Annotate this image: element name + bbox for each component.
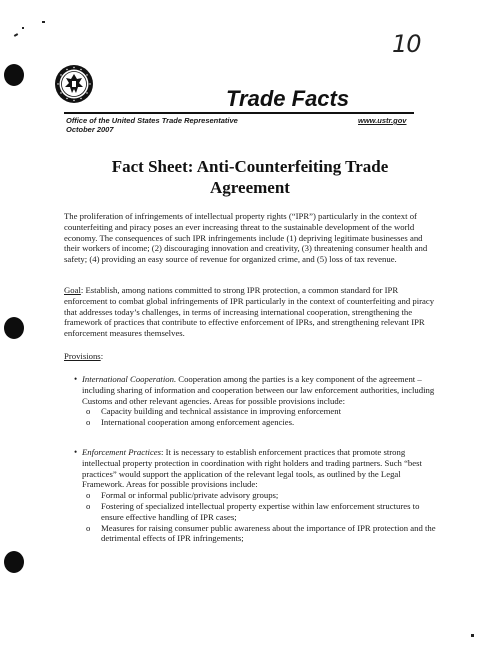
office-line: Office of the United States Trade Representative	[66, 116, 238, 125]
provisions-heading	[64, 351, 436, 362]
bullet-marker: •	[74, 374, 78, 384]
goal-text: : Establish, among nations committed to strong IPR protection, a common standard for IPR enforcement to combat global infringements of IPR particularly in the context of counterfeiting and piracy that addresses today’s challenges, in terms of increasing international cooperation, strengthening the framework of practices that contribute to effective enforcement of IPRs, and strengthening relevant IPR enforcement measures themselves.	[64, 285, 435, 339]
office-name	[66, 116, 238, 134]
scan-speck	[22, 27, 24, 29]
bullet-heading: Enforcement Practices	[82, 447, 162, 457]
goal-paragraph	[64, 285, 436, 339]
list-item	[82, 417, 436, 428]
title-line-1: Fact Sheet: Anti-Counterfeiting Trade	[111, 157, 389, 176]
bullet-paragraph	[82, 374, 436, 406]
bullet-heading: International Cooperation.	[82, 374, 177, 384]
list-item	[82, 406, 436, 417]
provisions-colon: :	[100, 351, 104, 361]
bullet-paragraph	[82, 447, 436, 490]
sub-list	[82, 490, 436, 544]
sub-list	[82, 406, 436, 428]
punch-hole-middle	[4, 317, 24, 339]
sub-marker: o	[86, 522, 91, 533]
bullet-text: : It is necessary to establish enforcement practices that promote strong intellectual property protection in coordination with right holders and trading partners. Such “best practices” would support the application of the relevant legal tools, as outlined by the Legal Framework. Areas for possible provisions include:	[82, 447, 422, 490]
bullet-marker: •	[74, 447, 78, 457]
sub-marker: o	[86, 500, 91, 511]
bullet-enforcement-practices	[74, 447, 436, 544]
date-line: October 2007	[66, 125, 114, 134]
scan-speck	[42, 21, 45, 23]
bullet-text: Cooperation among the parties is a key component of the agreement – including sharing of information and cooperation between our law enforcement authorities, including Customs and other relevant agencies. Areas for possible provisions include:	[82, 374, 435, 406]
sub-item-text: Measures for raising consumer public awareness about the importance of IPR protection and the detrimental effects of IPR infringements;	[101, 522, 436, 544]
list-item	[82, 501, 436, 523]
bullet-international-cooperation	[74, 374, 436, 428]
provisions-label: Provisions	[64, 351, 101, 361]
sub-item-text: Fostering of specialized intellectual property expertise within law enforcement structures to ensure effective handling of IPR cases;	[101, 500, 420, 522]
punch-hole-bottom	[4, 551, 24, 573]
trade-facts-banner: Trade Facts	[226, 86, 350, 111]
handwritten-page-number: 10	[392, 30, 421, 58]
list-item	[82, 523, 436, 545]
sub-marker: o	[86, 406, 91, 417]
punch-hole-top	[4, 64, 24, 86]
scan-speck	[14, 33, 18, 37]
title-line-2: Agreement	[210, 178, 290, 197]
sub-marker: o	[86, 417, 91, 428]
list-item	[82, 490, 436, 501]
sub-marker: o	[86, 490, 91, 501]
scan-speck	[471, 634, 474, 637]
sub-item-text: International cooperation among enforcement agencies.	[101, 417, 295, 428]
page-title	[0, 156, 500, 198]
sub-item-text: Formal or informal public/private advisory groups;	[101, 490, 279, 501]
intro-paragraph: The proliferation of infringements of intellectual property rights (“IPR”) particularly in the context of counterfeiting and piracy poses an ever increasing threat to the sustainable development of the world economy. The consequences of such IPR infringements include (1) depriving legitimate businesses and their workers of income; (2) discouraging innovation and creativity, (3) threatening consumer health and safety; (4) providing an easy source of revenue for organized crime, and (5) loss of tax revenue.	[64, 211, 428, 265]
header-rule	[64, 112, 414, 114]
goal-label: Goal	[64, 285, 81, 295]
sub-item-text: Capacity building and technical assistance in improving enforcement	[101, 406, 342, 417]
ustr-link[interactable]: www.ustr.gov	[358, 116, 407, 125]
ustr-seal-logo	[54, 64, 94, 104]
